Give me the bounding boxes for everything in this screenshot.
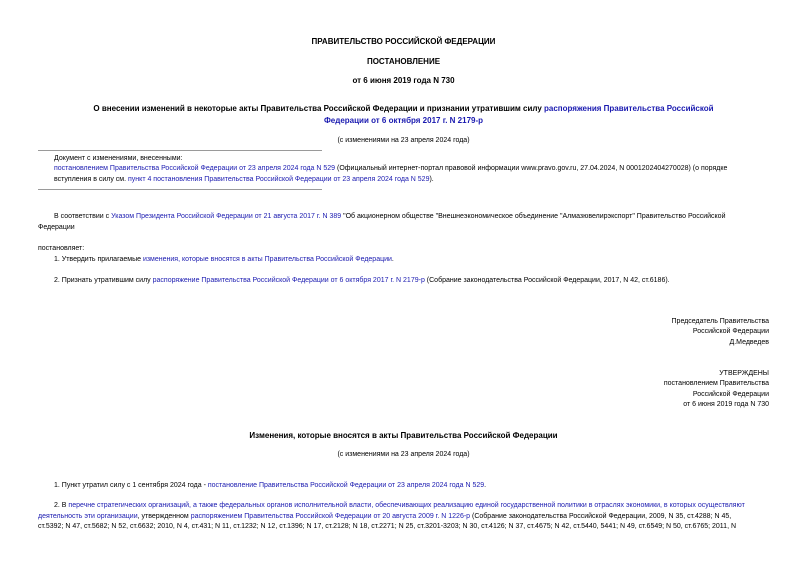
change-2-line1 — [54, 502, 745, 509]
doc-changes-link[interactable]: постановлением Правительства Российской Федерации от 23 апреля 2024 года N 529 — [54, 165, 336, 172]
preamble-text: В соответствии с — [54, 213, 112, 220]
doc-changes-text: (Официальный интернет-портал правовой информации www.pravo.gov.ru, 27.04.2024, N 0001202404270028) (о порядке — [335, 165, 728, 172]
doc-changes-text3: ). — [429, 176, 434, 183]
amended-note: (с изменениями на 23 апреля 2024 года) — [337, 137, 470, 144]
preamble-text2: "Об акционерном обществе "Внешнеэкономическое объединение "Алмазювелирэкспорт" Правительство Российской — [341, 213, 726, 220]
item-2-text2: (Собрание законодательства Российской Федерации, 2017, N 42, ст.6186). — [424, 277, 670, 284]
government-heading: ПРАВИТЕЛЬСТВО РОССИЙСКОЙ ФЕДЕРАЦИИ — [311, 37, 496, 46]
changes-title: Изменения, которые вносятся в акты Правительства Российской Федерации — [249, 431, 558, 440]
change-2-link-list[interactable]: перечне стратегических организаций, а также федеральных органов исполнительной власти, обеспечивающих реализацию единой государственной политики в отраслях экономики, в которых осуществляют — [68, 502, 745, 509]
preamble-link-decree[interactable]: Указом Президента Российской Федерации от 21 августа 2017 г. N 389 — [111, 213, 342, 220]
approved-line4: от 6 июня 2019 года N 730 — [683, 401, 769, 408]
item-2 — [54, 277, 670, 284]
item-1-text2: . — [391, 256, 394, 263]
item-2-text: 2. Признать утратившим силу — [54, 277, 153, 284]
signature-position: Председатель Правительства — [671, 318, 769, 325]
change-2-line3: ст.5392; N 47, ст.5682; N 52, ст.6632; 2010, N 4, ст.431; N 11, ст.1232; N 12, ст.1396; N 17, ст.2128; N 18, ст.2271; N 25, ст.3201-3203; N 30, ст.4126; N 37, ст.4675; N 42, ст.5440, 5441; N 49, ст.6549; N 50, ст.6765; 2011, N — [38, 523, 737, 530]
change-1-text2: . — [484, 482, 487, 489]
doc-changes-label: Документ с изменениями, внесенными: — [54, 155, 183, 162]
resolves-text: постановляет: — [38, 245, 85, 252]
change-2-link-list-cont[interactable]: деятельность эти организации — [38, 513, 138, 520]
change-1-link[interactable]: постановление Правительства Российской Федерации от 23 апреля 2024 года N 529 — [207, 482, 485, 489]
approved-line3: Российской Федерации — [692, 391, 769, 398]
preamble-line2: Федерации — [38, 224, 75, 231]
title-text: О внесении изменений в некоторые акты Правительства Российской Федерации и признании утратившим силу — [93, 104, 545, 113]
doc-changes-line1 — [54, 165, 727, 172]
doc-changes-link2[interactable]: пункт 4 постановления Правительства Российской Федерации от 23 апреля 2024 года N 529 — [128, 176, 430, 183]
change-1 — [54, 482, 486, 489]
title-link-order[interactable]: распоряжения Правительства Российской — [544, 104, 714, 113]
item-1-link[interactable]: изменения, которые вносятся в акты Правительства Российской Федерации — [142, 256, 392, 263]
doc-changes-text2: вступления в силу см. — [54, 176, 129, 183]
item-1-text: 1. Утвердить прилагаемые — [54, 256, 143, 263]
approved-line2: постановлением Правительства — [663, 380, 769, 387]
bottom-divider — [38, 189, 322, 190]
change-1-text: 1. Пункт утратил силу с 1 сентября 2024 года - — [54, 482, 208, 489]
document-title-line2 — [0, 116, 807, 125]
preamble-line1 — [54, 213, 725, 220]
document-title — [0, 104, 807, 113]
change-2-text2: , утвержденном — [137, 513, 191, 520]
approved-heading: УТВЕРЖДЕНЫ — [719, 370, 769, 377]
change-2-line2 — [38, 513, 731, 520]
doc-changes-line2 — [54, 176, 434, 183]
item-2-link[interactable]: распоряжение Правительства Российской Федерации от 6 октября 2017 г. N 2179-р — [152, 277, 425, 284]
change-2-link-order[interactable]: распоряжением Правительства Российской Федерации от 20 августа 2009 г. N 1226-р — [190, 513, 471, 520]
change-2-text3: (Собрание законодательства Российской Федерации, 2009, N 35, ст.4288; N 45, — [470, 513, 732, 520]
item-1 — [54, 256, 394, 263]
decree-date: от 6 июня 2019 года N 730 — [352, 76, 455, 85]
signature-country: Российской Федерации — [692, 328, 769, 335]
change-2-text: 2. В — [54, 502, 69, 509]
signature-name: Д.Медведев — [729, 339, 769, 346]
title-link-order-cont[interactable]: Федерации от 6 октября 2017 г. N 2179-р — [323, 116, 484, 125]
changes-note: (с изменениями на 23 апреля 2024 года) — [337, 451, 470, 458]
decree-heading: ПОСТАНОВЛЕНИЕ — [366, 57, 441, 66]
top-divider — [38, 150, 322, 151]
